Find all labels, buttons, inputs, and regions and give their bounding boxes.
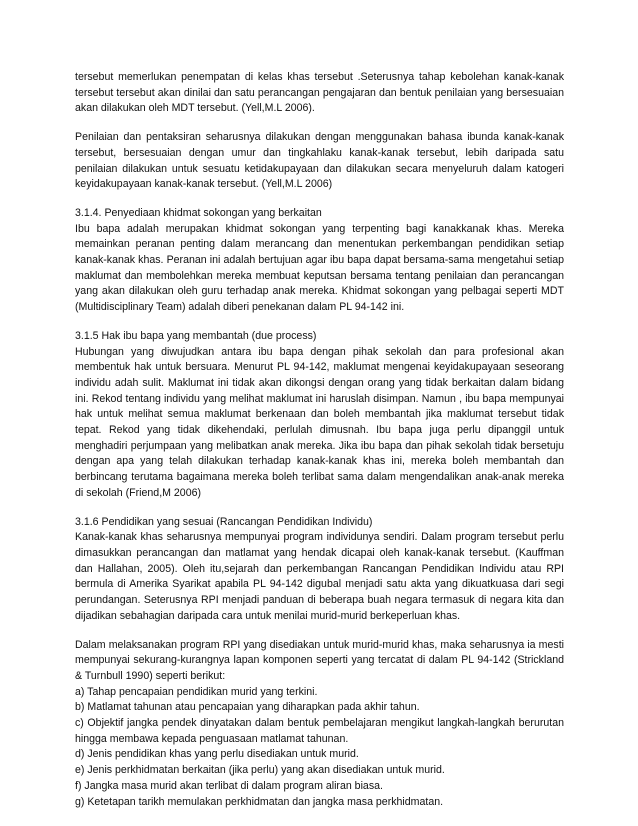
paragraph-assessment-language: Penilaian dan pentaksiran seharusnya dilakukan dengan menggunakan bahasa ibunda kanak-kanak tersebut, bersesuaian dengan umur dan tingkahlaku kanak-kanak tersebut, lebih daripada satu penilaian dilakukan untuk sesuatu ketidakupayaan dan dilakukan secara menyeluruh dalam katogeri keyidakupayaan kanak-kanak tersebut. (Yell,M.L 2006) <box>75 131 564 191</box>
document-page <box>75 70 564 810</box>
paragraph-due-process: Hubungan yang diwujudkan antara ibu bapa dengan pihak sekolah dan para profesional akan membentuk hak untuk bersuara. Menurut PL 94-142, maklumat mengenai keyidakupayaan seseorang individu adah sulit. Maklumat ini tidak akan dikongsi dengan orang yang tidak berkaitan dalam bidang ini. Rekod tentang individu yang melihat maklumat ini haruslah disimpan. Namun , ibu bapa mempunyai hak untuk melihat semua maklumat berkenaan dan boleh membantah jika maklumat tersebut tidak tepat. Rekod yang tidak dikehendaki, perlulah dimusnah. Ibu bapa juga perlu dipanggil untuk menghadiri perjumpaan yang melibatkan anak mereka. Jika ibu bapa dan pihak sekolah tidak bersetuju dengan apa yang telah dilakukan terhadap kanak-kanak khas ini, mereka boleh membantah dan berbincang terutama bagaimana mereka boleh terlibat sama dalam mengendalikan anak-anak mereka di sekolah (Friend,M 2006) <box>75 345 564 499</box>
list-item: g) Ketetapan tarikh memulakan perkhidmatan dan jangka masa perkhidmatan. <box>75 795 444 808</box>
component-list <box>75 685 564 811</box>
list-item: a) Tahap pencapaian pendidikan murid yang terkini. <box>75 685 318 698</box>
list-item: e) Jenis perkhidmatan berkaitan (jika perlu) yang akan disediakan untuk murid. <box>75 764 445 777</box>
list-item: b) Matlamat tahunan atau pencapaian yang diharapkan pada akhir tahun. <box>75 701 420 714</box>
list-item: c) Objektif jangka pendek dinyatakan dalam bentuk pembelajaran mengikut langkah-langkah berurutan hingga membawa kepada penguasaan matlamat tahunan. <box>75 717 564 745</box>
paragraph-mdt-assessment: tersebut memerlukan penempatan di kelas khas tersebut .Seterusnya tahap kebolehan kanak-kanak tersebut tersebut akan dinilai dan satu perancangan pengajaran dan bentuk penilaian yang bersesuaian akan dilakukan oleh MDT tersebut. (Yell,M.L 2006). <box>75 71 564 115</box>
list-item: f) Jangka masa murid akan terlibat di dalam program aliran biasa. <box>75 779 383 792</box>
heading-3-1-5: 3.1.5 Hak ibu bapa yang membantah (due process) <box>75 329 317 342</box>
paragraph-support-services: Ibu bapa adalah merupakan khidmat sokongan yang terpenting bagi kanakkanak khas. Mereka memainkan peranan penting dalam merancang dan menentukan perkembangan pendidikan setiap kanak-kanak khas. Peranan ini adalah bertujuan agar ibu bapa dapat bersama-sama mengetahui setiap maklumat dan membolehkan mereka membuat keputsan bersama tentang penilaian dan perancangan yang akan dilakukan oleh guru terhadap anak mereka. Khidmat sokongan yang pelbagai seperti MDT (Multidisciplinary Team) adalah diberi penekanan dalam PL 94-142 ini. <box>75 222 564 314</box>
list-item: d) Jenis pendidikan khas yang perlu disediakan untuk murid. <box>75 748 359 761</box>
heading-3-1-4: 3.1.4. Penyediaan khidmat sokongan yang berkaitan <box>75 206 322 219</box>
paragraph-iep: Kanak-kanak khas seharusnya mempunyai program individunya sendiri. Dalam program tersebut perlu dimasukkan perancangan dan matlamat yang hendak dicapai oleh kanak-kanak tersebut. (Kauffman dan Hallahan, 2005). Oleh itu,sejarah dan perkembangan Rancangan Pendidikan Individu atau RPI bermula di Amerika Syarikat apabila PL 94-142 digubal menjadi satu akta yang dikuatkuasa dari segi perundangan. Seterusnya RPI menjadi panduan di beberapa buah negara termasuk di negara kita dan dijadikan sebahagian daripada cara untuk menilai murid-murid berkeperluan khas. <box>75 531 564 622</box>
heading-3-1-6: 3.1.6 Pendidikan yang sesuai (Rancangan Pendidikan Individu) <box>75 515 373 528</box>
paragraph-iep-components: Dalam melaksanakan program RPI yang disediakan untuk murid-murid khas, maka seharusnya ia mesti mempunyai sekurang-kurangnya lapan komponen seperti yang tercatat di dalam PL 94-142 (Strickland & Turnbull 1990) seperti berikut: <box>75 638 564 682</box>
